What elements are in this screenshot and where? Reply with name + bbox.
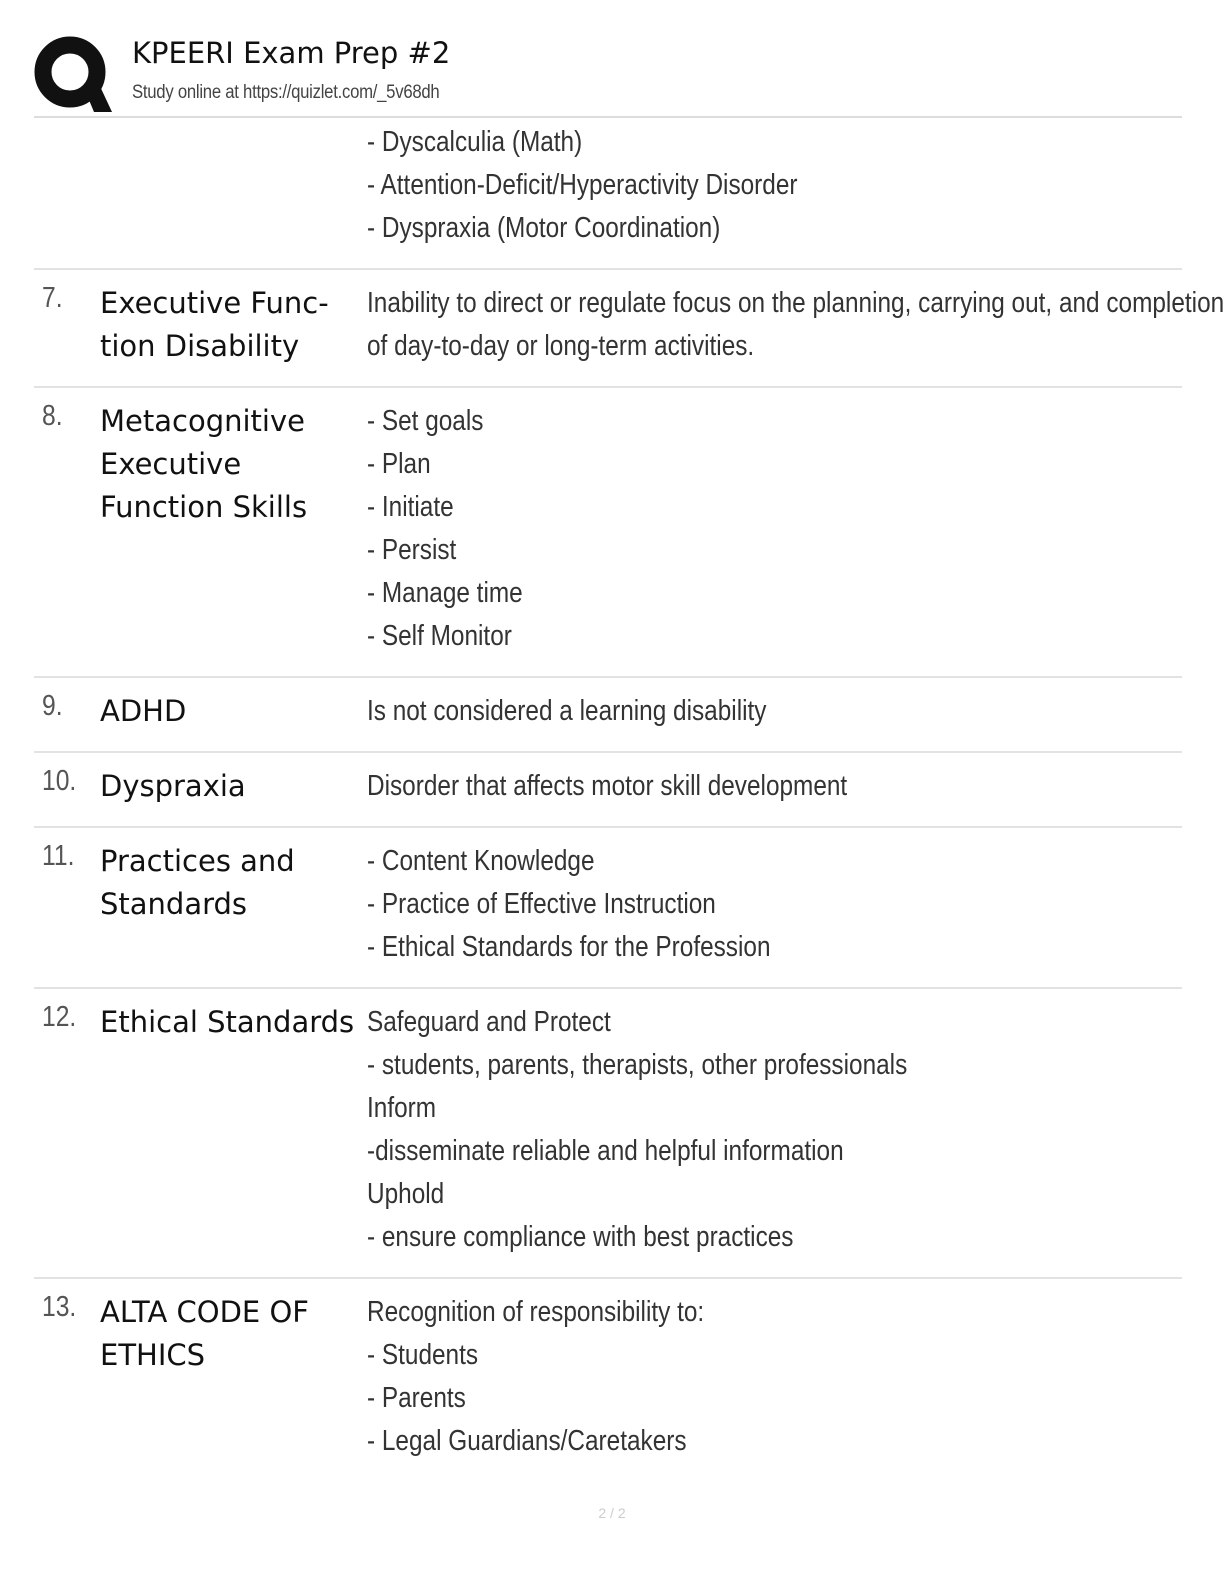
definition-line: - Students (367, 1339, 479, 1371)
definition-line: Is not considered a learning disability (367, 695, 767, 727)
flashcard-row (34, 989, 1182, 1279)
definition-line: - Parents (367, 1382, 466, 1414)
definition-line: -disseminate reliable and helpful information (367, 1135, 844, 1167)
definition-line: Uphold (367, 1178, 445, 1210)
flashcard-row (34, 388, 1182, 678)
card-number: 11. (42, 840, 75, 872)
card-definition (367, 1001, 1182, 1259)
definition-line: - Dyspraxia (Motor Coordination) (367, 212, 721, 244)
quizlet-logo-icon (34, 34, 112, 112)
flashcard-row (34, 270, 1224, 388)
page-title: KPEERI Exam Prep #2 (132, 36, 451, 70)
definition-line: - Manage time (367, 577, 523, 609)
definition-line: - Dyscalculia (Math) (367, 126, 583, 158)
card-definition (367, 282, 1224, 368)
card-term: Dyspraxia (100, 769, 246, 803)
header (34, 30, 1184, 116)
card-term: Practices and Standards (100, 844, 295, 921)
card-term: Metacognitive Executive Function Skills (100, 404, 308, 524)
definition-line: - Attention-Deficit/Hyperactivity Disorder (367, 169, 798, 201)
flashcard-row (34, 828, 1182, 989)
definition-line: - Set goals (367, 405, 484, 437)
continuation-definition (367, 121, 1182, 250)
definition-line: - Legal Guardians/Caretakers (367, 1425, 687, 1457)
card-number: 9. (42, 690, 63, 722)
study-link[interactable]: Study online at https://quizlet.com/_5v68dh (132, 82, 440, 103)
definition-line: - Self Monitor (367, 620, 512, 652)
definition-line: of day-to-day or long-term activities. (367, 330, 755, 362)
definition-line: - Plan (367, 448, 431, 480)
card-definition (367, 765, 1182, 808)
definition-line: Inform (367, 1092, 437, 1124)
definition-line: Inability to direct or regulate focus on the planning, carrying out, and completion (367, 287, 1224, 319)
definition-line: Disorder that affects motor skill development (367, 770, 848, 802)
definition-line: - Initiate (367, 491, 454, 523)
definition-line: - Persist (367, 534, 457, 566)
card-definition (367, 1291, 1182, 1463)
card-number: 10. (42, 765, 77, 797)
card-number: 13. (42, 1291, 77, 1323)
definition-line: Recognition of responsibility to: (367, 1296, 705, 1328)
card-definition (367, 840, 1182, 969)
definition-line: - Practice of Effective Instruction (367, 888, 716, 920)
card-term: ALTA CODE OF ETHICS (100, 1295, 309, 1372)
card-term: ADHD (100, 694, 187, 728)
definition-line: Safeguard and Protect (367, 1006, 611, 1038)
card-term: Ethical Standards (100, 1005, 355, 1039)
card-number: 12. (42, 1001, 77, 1033)
card-definition (367, 400, 1182, 658)
definition-line: - Content Knowledge (367, 845, 595, 877)
definition-line: - Ethical Standards for the Profession (367, 931, 771, 963)
flashcard-row (34, 678, 1182, 753)
flashcard-list (34, 118, 1224, 1481)
flashcard-row (34, 753, 1182, 828)
definition-line: - students, parents, therapists, other professionals (367, 1049, 908, 1081)
card-definition (367, 690, 1182, 733)
page-number: 2 / 2 (598, 1505, 626, 1521)
card-number: 8. (42, 400, 63, 432)
definition-line: - ensure compliance with best practices (367, 1221, 794, 1253)
card-term: Executive Func- tion Disability (100, 286, 329, 363)
flashcard-row (34, 1279, 1182, 1481)
card-number: 7. (42, 282, 63, 314)
continuation-row (34, 118, 1182, 270)
